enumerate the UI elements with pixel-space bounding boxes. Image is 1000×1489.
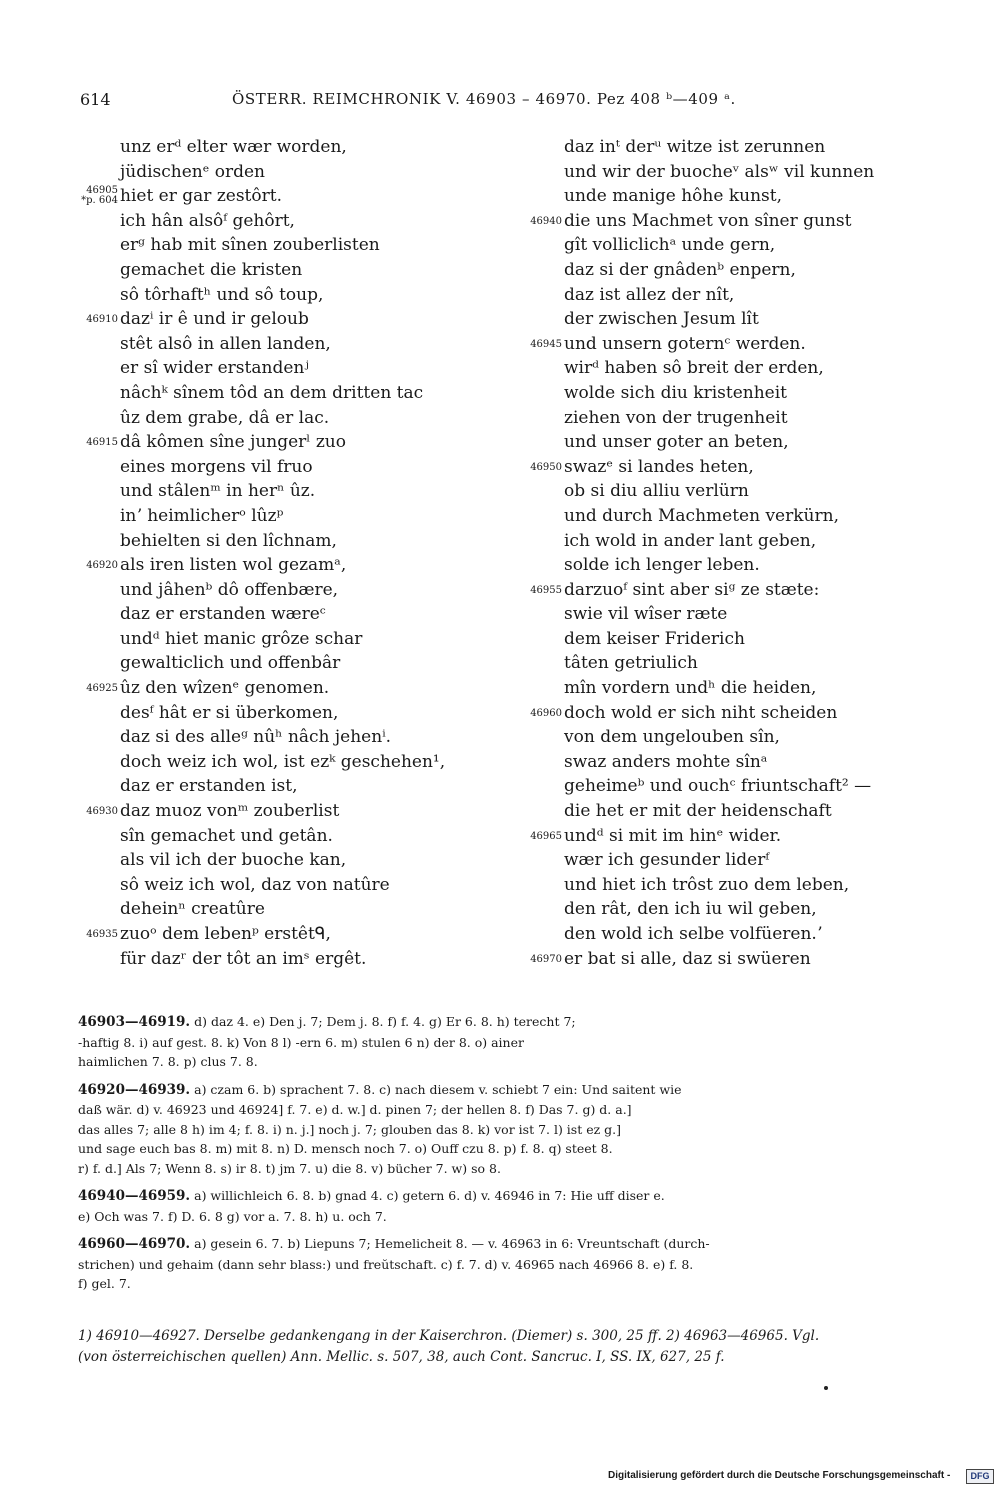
line-number bbox=[78, 135, 118, 143]
verse-text: ob si diu alliu verlürn bbox=[564, 481, 749, 502]
line-number bbox=[78, 160, 118, 168]
verse-text: den wold ich selbe volfüeren.ʼ bbox=[564, 924, 823, 944]
variant-apparatus bbox=[78, 1012, 942, 1302]
line-number bbox=[522, 258, 562, 266]
verse-text: er sî wider erstandenʲ bbox=[120, 358, 309, 379]
verse-line bbox=[522, 233, 962, 258]
line-number: 46960 bbox=[530, 707, 562, 719]
verse-line bbox=[522, 307, 962, 332]
verse-text: unde manige hôhe kunst, bbox=[564, 186, 782, 207]
verse-line bbox=[522, 602, 962, 627]
verse-text: swazᵉ si landes heten, bbox=[564, 456, 754, 477]
verse-line bbox=[78, 406, 518, 431]
line-number bbox=[78, 529, 118, 537]
verse-text: und hiet ich trôst zuo dem leben, bbox=[564, 874, 850, 895]
line-number bbox=[522, 356, 562, 364]
line-number bbox=[522, 725, 562, 733]
verse-line bbox=[78, 184, 518, 209]
verse-line bbox=[78, 135, 518, 160]
verse-text: daz er erstanden ist, bbox=[120, 776, 298, 797]
verse-line bbox=[78, 873, 518, 898]
line-number bbox=[522, 897, 562, 905]
line-number bbox=[78, 848, 118, 856]
verse-text: eines morgens vil fruo bbox=[120, 456, 313, 477]
verse-line bbox=[522, 455, 962, 480]
verse-text: nâchᵏ sînem tôd an dem dritten tac bbox=[120, 382, 424, 403]
verse-line bbox=[78, 947, 518, 972]
verse-line bbox=[78, 848, 518, 873]
verse-line bbox=[78, 799, 518, 824]
line-number bbox=[522, 651, 562, 659]
verse-line bbox=[522, 529, 962, 554]
line-number bbox=[522, 676, 562, 684]
variant-note-text: a) willichleich 6. 8. b) gnad 4. c) getern 6. d) v. 46946 in 7: Hie uff diser e. e) Och was 7. f) D. 6. 8 g) vor a. 7. 8. h) u. och 7. bbox=[78, 1188, 665, 1224]
line-number bbox=[78, 455, 118, 463]
verse-line bbox=[78, 750, 518, 775]
verse-text: wirᵈ haben sô breit der erden, bbox=[564, 358, 824, 379]
verse-line bbox=[78, 479, 518, 504]
verse-line bbox=[78, 824, 518, 849]
verse-text: der zwischen Jesum lît bbox=[564, 309, 759, 330]
line-number bbox=[522, 750, 562, 758]
verse-text: sô tôrhaftʰ und sô toup, bbox=[120, 284, 324, 305]
variant-note-range: 46940—46959. bbox=[78, 1188, 191, 1204]
verse-column-left bbox=[78, 135, 518, 971]
verse-text: daz inᵗ derᵘ witze ist zerunnen bbox=[564, 137, 826, 157]
verse-text: sô weiz ich wol, daz von natûre bbox=[120, 874, 390, 895]
variant-note-text: d) daz 4. e) Den j. 7; Dem j. 8. f) f. 4. g) Er 6. 8. h) terecht 7; -haftig 8. i) auf gest. 8. k) Von 8 l) -ern 6. m) stulen 6 n) der 8. o) ainer haimlichen 7. 8. p) clus 7. 8. bbox=[78, 1014, 576, 1069]
verse-line bbox=[522, 258, 962, 283]
line-number bbox=[78, 209, 118, 217]
line-number bbox=[78, 356, 118, 364]
verse-text: mîn vordern undʰ die heiden, bbox=[564, 678, 817, 699]
footnotes: 1) 46910—46927. Derselbe gedankengang in der Kaiserchron. (Diemer) s. 300, 25 ff. 2) 46963—46965. Vgl. (von österreichischen quellen) Ann. Mellic. s. 507, 38, auch Cont. Sancruc. I, SS. IX, 627, 25 f. bbox=[78, 1328, 820, 1365]
verse-text: zuoᵒ dem lebenᵖ erstêtᑫ, bbox=[120, 924, 331, 944]
line-number bbox=[522, 602, 562, 610]
line-number bbox=[522, 529, 562, 537]
verse-text: unz erᵈ elter wær worden, bbox=[120, 137, 347, 157]
verse-line bbox=[522, 627, 962, 652]
line-number: 46945 bbox=[530, 338, 562, 350]
line-number: 46965 bbox=[530, 830, 562, 842]
verse-line bbox=[522, 651, 962, 676]
verse-line bbox=[78, 553, 518, 578]
verse-text: und stâlenᵐ in herⁿ ûz. bbox=[120, 481, 316, 502]
verse-line bbox=[522, 553, 962, 578]
verse-text: gemachet die kristen bbox=[120, 259, 303, 280]
verse-text: undᵈ si mit im hinᵉ wider. bbox=[564, 825, 782, 846]
verse-text: swie vil wîser ræte bbox=[564, 604, 728, 625]
line-number bbox=[522, 873, 562, 881]
verse-line bbox=[78, 774, 518, 799]
verse-line bbox=[78, 725, 518, 750]
line-number bbox=[522, 799, 562, 807]
verse-text: für dazʳ der tôt an imˢ ergêt. bbox=[120, 948, 367, 969]
verse-text: sîn gemachet und getân. bbox=[120, 825, 333, 846]
verse-line bbox=[522, 406, 962, 431]
verse-text: daz si des alleᵍ nûʰ nâch jehenⁱ. bbox=[120, 727, 392, 748]
verse-text: geheimeᵇ und ouchᶜ friuntschaft² — bbox=[564, 776, 872, 797]
verse-line bbox=[522, 922, 962, 947]
running-header bbox=[80, 90, 960, 116]
verse-text: daz muoz vonᵐ zouberlist bbox=[120, 801, 340, 822]
line-number bbox=[78, 725, 118, 733]
line-number: 46910 bbox=[86, 314, 118, 326]
verse-text: gît volliclichᵃ unde gern, bbox=[564, 235, 776, 256]
page-number: 614 bbox=[80, 90, 111, 109]
verse-line bbox=[78, 578, 518, 603]
line-number: 46970 bbox=[530, 953, 562, 965]
verse-line bbox=[522, 676, 962, 701]
verse-line bbox=[522, 135, 962, 160]
line-number bbox=[78, 897, 118, 905]
line-number: 46955 bbox=[530, 584, 562, 596]
line-number bbox=[522, 283, 562, 291]
verse-text: ich hân alsôᶠ gehôrt, bbox=[120, 210, 295, 231]
line-number: 46915 bbox=[86, 437, 118, 449]
verse-line bbox=[522, 750, 962, 775]
line-number: 46940 bbox=[530, 215, 562, 227]
line-number bbox=[78, 283, 118, 291]
verse-text: tâten getriulich bbox=[564, 653, 698, 674]
verse-line bbox=[522, 283, 962, 308]
line-number: 46925 bbox=[86, 683, 118, 695]
line-number bbox=[522, 553, 562, 561]
verse-text: solde ich lenger leben. bbox=[564, 555, 760, 576]
line-number bbox=[78, 479, 118, 487]
line-number bbox=[522, 135, 562, 143]
verse-line bbox=[522, 824, 962, 849]
verse-text: doch wold er sich niht scheiden bbox=[564, 702, 838, 723]
line-number bbox=[522, 307, 562, 315]
line-number bbox=[522, 160, 562, 168]
verse-text: als iren listen wol gezamᵃ, bbox=[120, 555, 347, 576]
line-number bbox=[78, 406, 118, 414]
digitization-credit: Digitalisierung gefördert durch die Deutsche Forschungsgemeinschaft - bbox=[608, 1470, 951, 1481]
verse-text: dâ kômen sîne jungerˡ zuo bbox=[120, 432, 346, 453]
line-number bbox=[522, 233, 562, 241]
verse-text: swaz anders mohte sînᵃ bbox=[564, 751, 768, 772]
line-number: 46920 bbox=[86, 560, 118, 572]
verse-line bbox=[78, 307, 518, 332]
verse-text: undᵈ hiet manic grôze schar bbox=[120, 628, 363, 649]
verse-text: desᶠ hât er si überkomen, bbox=[120, 702, 339, 723]
verse-text: und jâhenᵇ dô offenbære, bbox=[120, 579, 339, 600]
verse-text: er bat si alle, daz si swüeren bbox=[564, 948, 811, 969]
dfg-logo bbox=[966, 1469, 994, 1484]
verse-line bbox=[522, 897, 962, 922]
line-number bbox=[522, 848, 562, 856]
line-number bbox=[522, 922, 562, 930]
variant-note-block bbox=[78, 1080, 942, 1179]
verse-line bbox=[522, 479, 962, 504]
verse-line bbox=[522, 947, 962, 972]
line-number bbox=[78, 578, 118, 586]
line-number bbox=[522, 184, 562, 192]
verse-text: behielten si den lîchnam, bbox=[120, 530, 337, 551]
verse-line bbox=[78, 529, 518, 554]
verse-line bbox=[522, 725, 962, 750]
variant-note-block bbox=[78, 1186, 942, 1226]
verse-line bbox=[522, 160, 962, 185]
running-title: ÖSTERR. REIMCHRONIK V. 46903 – 46970. Pez 408 ᵇ—409 ᵃ. bbox=[232, 90, 736, 108]
verse-line bbox=[78, 504, 518, 529]
verse-text: wolde sich diu kristenheit bbox=[564, 382, 787, 403]
line-number bbox=[522, 627, 562, 635]
verse-line bbox=[522, 332, 962, 357]
variant-note-range: 46903—46919. bbox=[78, 1014, 191, 1030]
line-number bbox=[522, 381, 562, 389]
verse-text: die het er mit der heidenschaft bbox=[564, 801, 832, 822]
verse-text: dem keiser Friderich bbox=[564, 628, 745, 649]
verse-line bbox=[78, 233, 518, 258]
verse-line bbox=[78, 356, 518, 381]
verse-text: daz ist allez der nît, bbox=[564, 284, 735, 305]
verse-text: ûz den wîzenᵉ genomen. bbox=[120, 678, 330, 699]
verse-text: den rât, den ich iu wil geben, bbox=[564, 899, 817, 920]
verse-text: ûz dem grabe, dâ er lac. bbox=[120, 407, 330, 428]
verse-text: deheinⁿ creatûre bbox=[120, 899, 265, 920]
verse-line bbox=[522, 356, 962, 381]
verse-text: daz er erstanden wæreᶜ bbox=[120, 604, 326, 625]
verse-text: doch weiz ich wol, ist ezᵏ geschehen¹, bbox=[120, 751, 446, 772]
verse-text: dazⁱ ir ê und ir geloub bbox=[120, 309, 309, 330]
line-number bbox=[78, 627, 118, 635]
line-number bbox=[78, 332, 118, 340]
verse-line bbox=[78, 209, 518, 234]
verse-line bbox=[78, 430, 518, 455]
verse-line bbox=[78, 258, 518, 283]
line-number: 46905 *p. 604 bbox=[81, 185, 118, 207]
variant-note-block bbox=[78, 1234, 942, 1294]
verse-line bbox=[522, 848, 962, 873]
verse-text: hiet er gar zestôrt. bbox=[120, 186, 282, 207]
ink-dot bbox=[824, 1386, 828, 1390]
verse-line bbox=[78, 897, 518, 922]
dfg-logo-text: DFG bbox=[970, 1471, 990, 1481]
line-number bbox=[78, 504, 118, 512]
line-number bbox=[522, 430, 562, 438]
verse-line bbox=[78, 922, 518, 947]
verse-line bbox=[78, 676, 518, 701]
line-number: 46950 bbox=[530, 461, 562, 473]
line-number: 46930 bbox=[86, 806, 118, 818]
verse-line bbox=[78, 455, 518, 480]
verse-text: als vil ich der buoche kan, bbox=[120, 850, 347, 871]
line-number bbox=[78, 701, 118, 709]
verse-text: stêt alsô in allen landen, bbox=[120, 333, 331, 354]
line-number bbox=[78, 381, 118, 389]
line-number bbox=[522, 504, 562, 512]
line-number bbox=[78, 651, 118, 659]
line-number bbox=[78, 602, 118, 610]
verse-line bbox=[522, 504, 962, 529]
line-number bbox=[522, 774, 562, 782]
verse-text: und durch Machmeten verkürn, bbox=[564, 505, 839, 526]
verse-text: und unsern goternᶜ werden. bbox=[564, 333, 806, 354]
verse-line bbox=[78, 627, 518, 652]
verse-line bbox=[522, 701, 962, 726]
variant-note-range: 46960—46970. bbox=[78, 1236, 191, 1252]
verse-text: und wir der buocheᵛ alsʷ vil kunnen bbox=[564, 161, 875, 182]
verse-text: daz si der gnâdenᵇ enpern, bbox=[564, 259, 796, 280]
verse-text: jüdischenᵉ orden bbox=[120, 161, 265, 182]
verse-text: die uns Machmet von sîner gunst bbox=[564, 210, 852, 231]
line-number bbox=[78, 750, 118, 758]
variant-note-text: a) gesein 6. 7. b) Liepuns 7; Hemelicheit 8. — v. 46963 in 6: Vreuntschaft (durch- strichen) und gehaim (dann sehr blass:) und freŭtschaft. c) f. 7. d) v. 46965 nach 46966 8. e) f. 8. f) gel. 7. bbox=[78, 1236, 710, 1291]
verse-line bbox=[522, 873, 962, 898]
line-number bbox=[522, 406, 562, 414]
line-number bbox=[522, 479, 562, 487]
verse-line bbox=[522, 184, 962, 209]
verse-text: und unser goter an beten, bbox=[564, 432, 789, 453]
verse-line bbox=[522, 209, 962, 234]
verse-text: inʼ heimlicherᵒ lûzᵖ bbox=[120, 505, 284, 526]
verse-line bbox=[522, 799, 962, 824]
verse-text: erᵍ hab mit sînen zouberlisten bbox=[120, 235, 380, 256]
line-number bbox=[78, 873, 118, 881]
verse-text: ziehen von der trugenheit bbox=[564, 407, 788, 428]
line-number bbox=[78, 774, 118, 782]
verse-line bbox=[522, 430, 962, 455]
verse-line bbox=[78, 332, 518, 357]
line-number bbox=[78, 947, 118, 955]
variant-note-block bbox=[78, 1012, 942, 1072]
verse-text: gewalticlich und offenbâr bbox=[120, 653, 341, 674]
verse-text: ich wold in ander lant geben, bbox=[564, 530, 817, 551]
verse-text: darzuoᶠ sint aber siᵍ ze stæte: bbox=[564, 579, 820, 600]
verse-line bbox=[522, 578, 962, 603]
verse-text: von dem ungelouben sîn, bbox=[564, 727, 780, 748]
verse-column-right bbox=[522, 135, 962, 971]
line-number bbox=[78, 824, 118, 832]
line-number bbox=[78, 233, 118, 241]
verse-text: wær ich gesunder liderᶠ bbox=[564, 850, 770, 871]
verse-line bbox=[78, 602, 518, 627]
line-number bbox=[78, 258, 118, 266]
verse-line bbox=[78, 283, 518, 308]
verse-line bbox=[78, 160, 518, 185]
line-number: 46935 bbox=[86, 929, 118, 940]
variant-note-text: a) czam 6. b) sprachent 7. 8. c) nach diesem v. schiebt 7 ein: Und saitent wie daß wär. d) v. 46923 und 46924] f. 7. e) d. w.] d. pinen 7; der hellen 8. f) Das 7. g) d. a.] das alles 7; alle 8 h) im 4; f. 8. i) n. j.] noch j. 7; glouben das 8. k) vor ist 7. l) ist ez g.] und sage euch bas 8. m) mit 8. n) D. mensch noch 7. o) Ouff czu 8. p) f. 8. q) steet 8. r) f. d.] Als 7; Wenn 8. s) ir 8. t) jm 7. u) die 8. v) bücher 7. w) so 8. bbox=[78, 1081, 682, 1176]
verse-line bbox=[522, 774, 962, 799]
verse-line bbox=[78, 381, 518, 406]
variant-note-range: 46920—46939. bbox=[78, 1081, 191, 1098]
verse-line bbox=[522, 381, 962, 406]
verse-line bbox=[78, 651, 518, 676]
verse-line bbox=[78, 701, 518, 726]
